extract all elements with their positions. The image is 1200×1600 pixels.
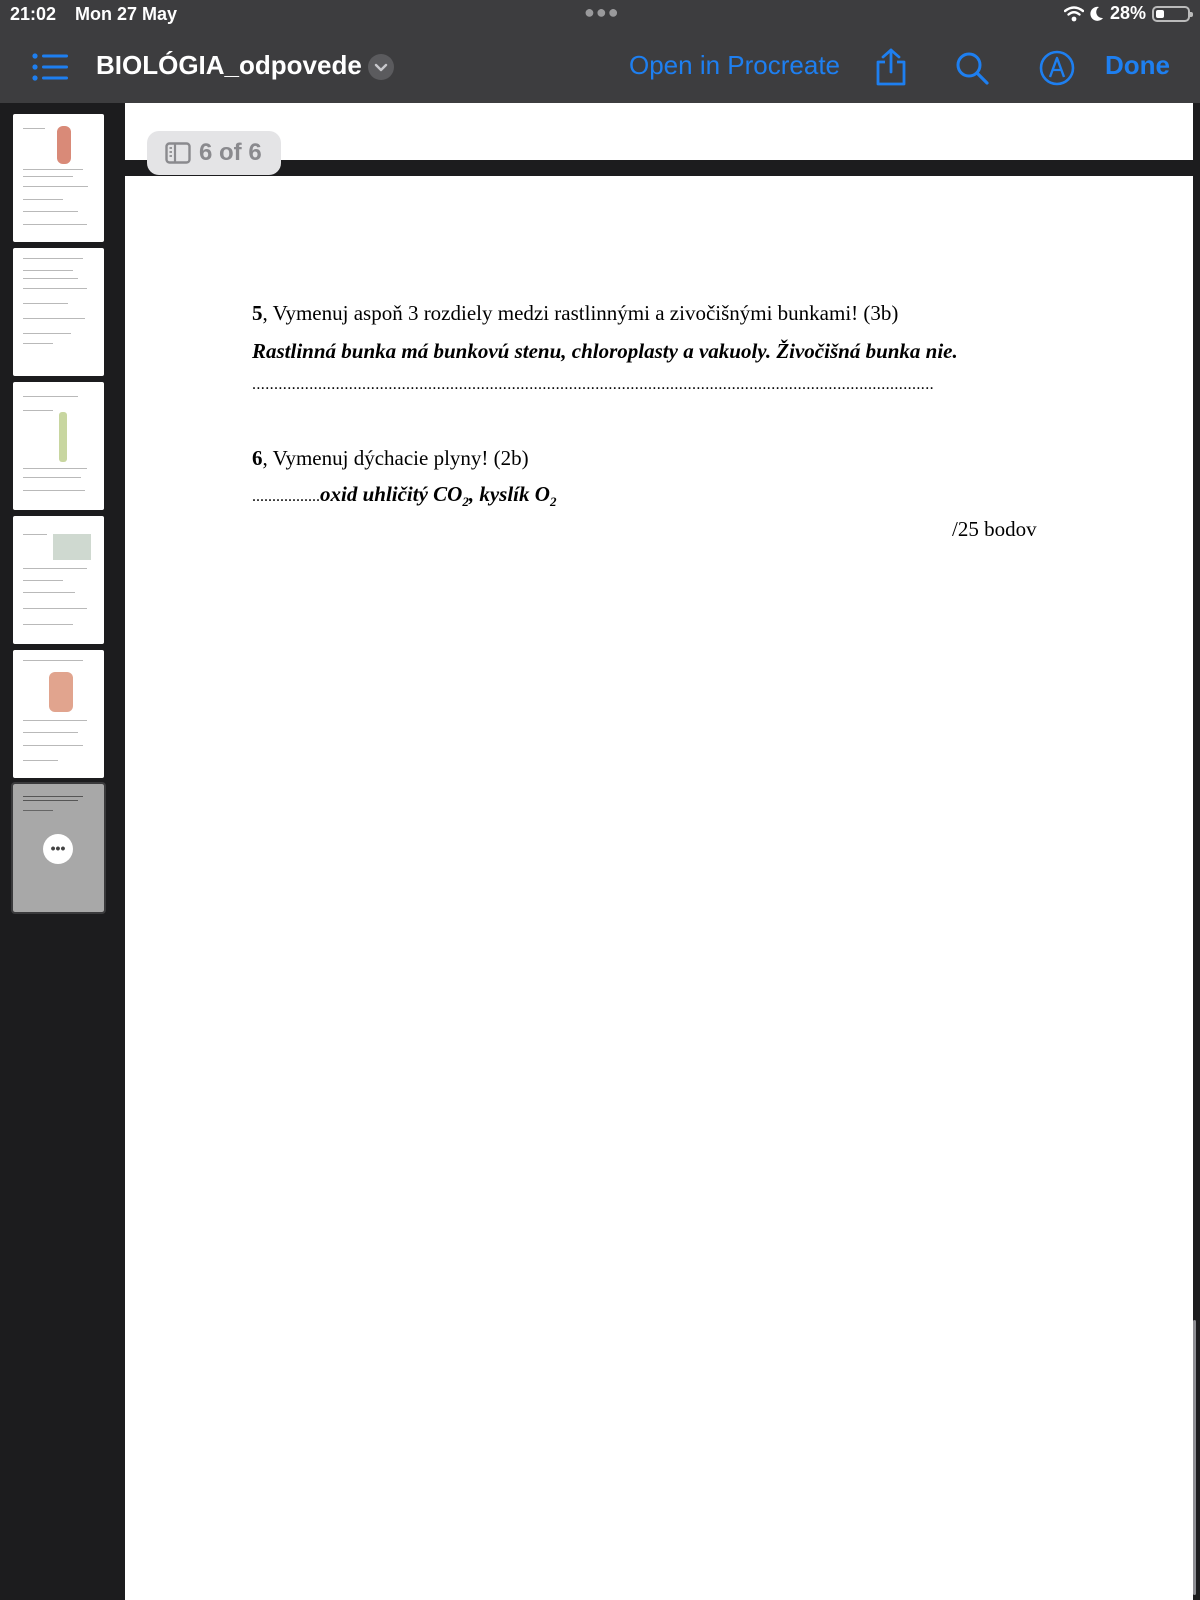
chevron-down-icon xyxy=(368,54,394,80)
thumbnail-figure xyxy=(57,126,71,164)
question-6-text: , Vymenuj dýchacie plyny! (2b) xyxy=(262,446,529,470)
page-thumbnail-3[interactable] xyxy=(13,382,104,510)
thumbnail-line xyxy=(23,199,63,200)
thumbnail-line xyxy=(23,608,87,609)
thumbnail-figure xyxy=(49,672,73,712)
thumbnail-line xyxy=(23,270,73,271)
question-5 xyxy=(252,301,898,326)
answer-6-dots: ................. xyxy=(252,488,320,505)
thumbnail-line xyxy=(23,333,71,334)
answer-6-subscript-a: 2 xyxy=(462,494,469,510)
page-thumbnail-6[interactable] xyxy=(13,784,104,912)
vertical-scrollbar[interactable] xyxy=(1193,1320,1196,1595)
answer-6 xyxy=(252,482,556,510)
top-bar xyxy=(0,0,1200,103)
moon-icon xyxy=(1090,6,1104,22)
thumbnail-line xyxy=(23,396,78,397)
page-thumbnail-4[interactable] xyxy=(13,516,104,644)
question-5-text: , Vymenuj aspoň 3 rozdiely medzi rastlinnými a zivočišnými bunkami! (3b) xyxy=(262,301,899,325)
answer-6-text xyxy=(320,482,557,510)
question-6-number: 6 xyxy=(252,446,263,470)
answer-6-separator: , kyslík O xyxy=(468,482,550,506)
thumbnail-line xyxy=(23,796,83,797)
title-menu-button[interactable] xyxy=(368,54,394,80)
document-page xyxy=(125,176,1193,1600)
thumbnail-line xyxy=(23,169,83,170)
answer-6-subscript-b: 2 xyxy=(549,494,557,510)
question-6 xyxy=(252,446,529,471)
thumbnail-line xyxy=(23,534,47,535)
list-icon[interactable] xyxy=(32,53,68,81)
thumbnail-figure xyxy=(59,412,67,462)
page-indicator-text: 6 of 6 xyxy=(199,139,262,166)
page-separator xyxy=(125,160,1193,176)
answer-6-part-a: oxid uhličitý CO xyxy=(320,482,463,506)
thumbnail-line xyxy=(23,568,87,569)
thumbnail-line xyxy=(23,660,83,661)
thumbnail-line xyxy=(23,745,83,746)
battery-level xyxy=(1156,10,1164,18)
thumbnail-line xyxy=(23,128,45,129)
thumbnail-line xyxy=(23,303,68,304)
thumbnail-line xyxy=(23,490,85,491)
answer-5-dotted-line: ........................................................................................................................................................... xyxy=(252,376,934,393)
battery-percent: 28% xyxy=(1109,3,1146,23)
thumbnail-line xyxy=(23,760,58,761)
more-icon[interactable]: ••• xyxy=(43,834,73,864)
thumbnail-line xyxy=(23,278,78,279)
sidebar-icon xyxy=(165,142,191,164)
thumbnail-sidebar xyxy=(0,103,122,1600)
thumbnail-line xyxy=(23,343,53,344)
thumbnail-line xyxy=(23,186,88,187)
page-indicator xyxy=(147,131,281,175)
wifi-icon xyxy=(1064,6,1084,22)
page-thumbnail-2[interactable] xyxy=(13,248,104,376)
thumbnail-line xyxy=(23,624,73,625)
thumbnail-line xyxy=(23,810,53,811)
document-viewer[interactable] xyxy=(122,103,1200,1600)
thumbnail-line xyxy=(23,211,78,212)
battery-icon xyxy=(1152,6,1190,22)
search-icon[interactable] xyxy=(955,51,989,85)
status-right xyxy=(1064,3,1190,24)
thumbnail-line xyxy=(23,468,87,469)
previous-page-bottom xyxy=(125,103,1193,160)
thumbnail-line xyxy=(23,258,83,259)
thumbnail-figure xyxy=(53,534,91,560)
thumbnail-line xyxy=(23,224,87,225)
thumbnail-line xyxy=(23,800,78,801)
page-thumbnail-1[interactable] xyxy=(13,114,104,242)
page-thumbnail-5[interactable] xyxy=(13,650,104,778)
thumbnail-line xyxy=(23,580,63,581)
thumbnail-line xyxy=(23,176,73,177)
answer-5: Rastlinná bunka má bunkovú stenu, chloroplasty a vakuoly. Živočišná bunka nie. xyxy=(252,339,958,363)
share-icon[interactable] xyxy=(874,48,908,86)
thumbnail-line xyxy=(23,732,78,733)
thumbnail-line xyxy=(23,410,53,411)
document-title[interactable]: BIOLÓGIA_odpovede xyxy=(96,50,362,80)
question-5-number: 5 xyxy=(252,301,263,325)
thumbnail-line xyxy=(23,288,87,289)
status-date: Mon 27 May xyxy=(75,4,178,24)
thumbnail-line xyxy=(23,477,81,478)
markup-icon[interactable] xyxy=(1039,50,1075,86)
multitasking-dots-icon[interactable]: ●●● xyxy=(584,2,620,22)
total-score: /25 bodov xyxy=(952,517,1037,541)
open-in-procreate-button[interactable]: Open in Procreate xyxy=(629,50,841,80)
thumbnail-line xyxy=(23,318,85,319)
done-button[interactable]: Done xyxy=(1105,50,1170,80)
thumbnail-line xyxy=(23,720,87,721)
status-time: 21:02 xyxy=(10,4,57,24)
thumbnail-line xyxy=(23,592,75,593)
